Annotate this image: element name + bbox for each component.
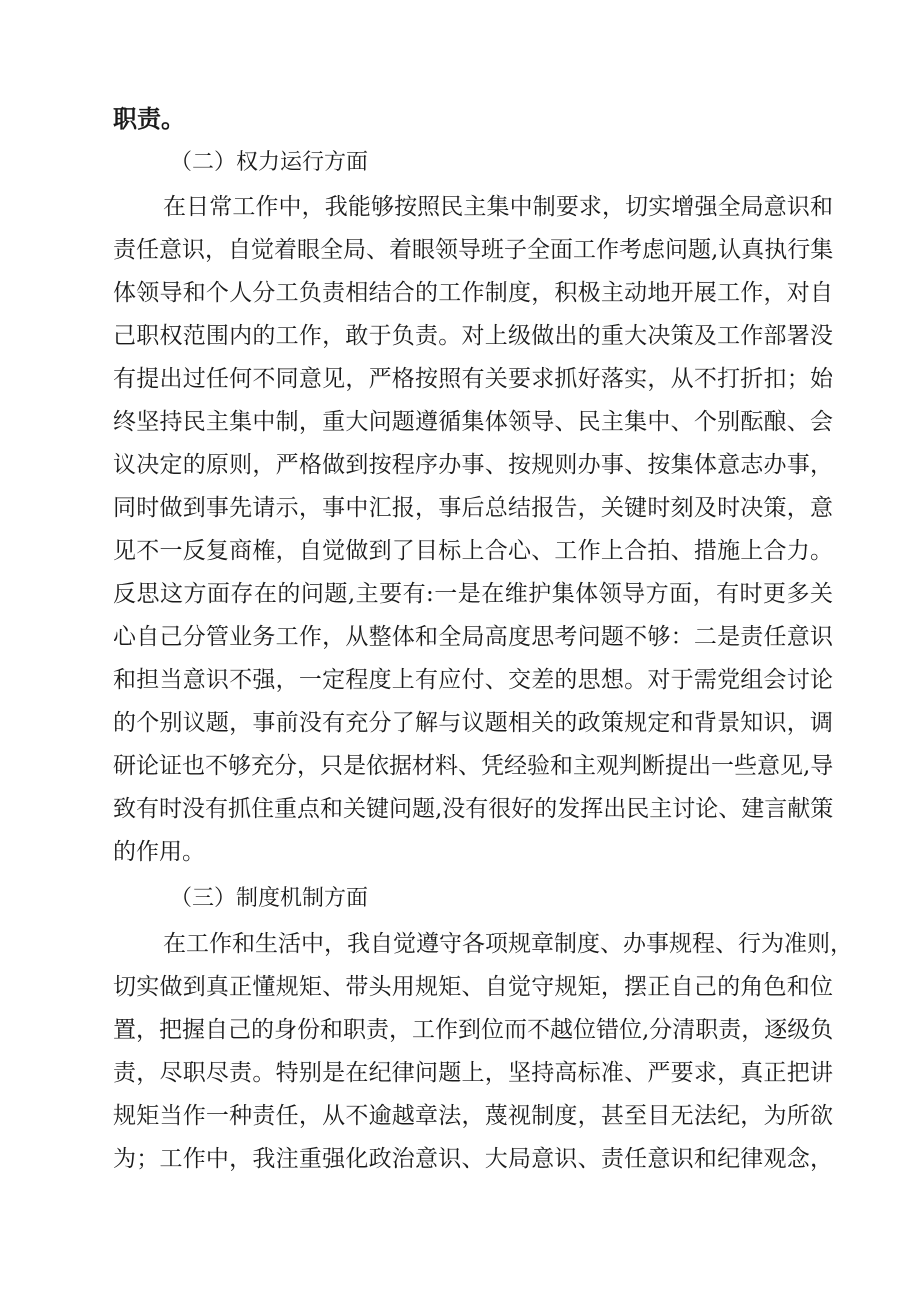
paragraph-line: 终坚持民主集中制，重大问题遵循集体领导、民主集中、个别酝酿、会 <box>113 409 833 435</box>
paragraph-line: 规矩当作一种责任，从不逾越章法，蔑视制度，甚至目无法纪，为所欲 <box>113 1103 833 1129</box>
paragraph-line: 的个别议题，事前没有充分了解与议题相关的政策规定和背景知识，调 <box>113 710 833 736</box>
paragraph-line: 心自己分管业务工作，从整体和全局高度思考问题不够：二是责任意识 <box>113 624 833 650</box>
paragraph-line: 议决定的原则，严格做到按程序办事、按规则办事、按集体意志办事， <box>113 452 833 478</box>
paragraph-line: 的作用。 <box>113 839 205 865</box>
paragraph-line: 置，把握自己的身份和职责，工作到位而不越位错位,分清职责，逐级负 <box>113 1017 834 1043</box>
paragraph-line: 反思这方面存在的问题,主要有:一是在维护集体领导方面，有时更多关 <box>113 581 833 607</box>
paragraph-line: 见不一反复商榷，自觉做到了目标上合心、工作上合拍、措施上合力。 <box>113 538 833 564</box>
carryover-text: 职责。 <box>113 105 185 133</box>
paragraph-line: 责任意识，自觉着眼全局、着眼领导班子全面工作考虑问题,认真执行集 <box>113 237 834 263</box>
paragraph-line: 有提出过任何不同意见，严格按照有关要求抓好落实，从不打折扣；始 <box>113 366 833 392</box>
paragraph-line: 为；工作中，我注重强化政治意识、大局意识、责任意识和纪律观念， <box>113 1146 833 1172</box>
paragraph-line: 和担当意识不强，一定程度上有应付、交差的思想。对于需党组会讨论 <box>113 667 833 693</box>
paragraph-line: 同时做到事先请示，事中汇报，事后总结报告，关键时刻及时决策，意 <box>113 495 833 521</box>
paragraph-line: 己职权范围内的工作，敢于负责。对上级做出的重大决策及工作部署没 <box>113 323 833 349</box>
paragraph-line: 研论证也不够充分，只是依据材料、凭经验和主观判断提出一些意见,导 <box>113 753 834 779</box>
section-heading-power-operation: （二）权力运行方面 <box>170 150 369 175</box>
paragraph-line: 致有时没有抓住重点和关键问题,没有很好的发挥出民主讨论、建言献策 <box>113 796 834 822</box>
paragraph-line: 责，尽职尽责。特别是在纪律问题上，坚持高标准、严要求，真正把讲 <box>113 1060 833 1086</box>
paragraph-line: 在日常工作中，我能够按照民主集中制要求，切实增强全局意识和 <box>163 194 833 220</box>
paragraph-line: 在工作和生活中，我自觉遵守各项规章制度、办事规程、行为准则， <box>163 931 853 957</box>
paragraph-line: 体领导和个人分工负责相结合的工作制度，积极主动地开展工作，对自 <box>113 280 833 306</box>
section-heading-institutional-mechanism: （三）制度机制方面 <box>170 886 369 911</box>
paragraph-line: 切实做到真正懂规矩、带头用规矩、自觉守规矩，摆正自己的角色和位 <box>113 974 833 1000</box>
